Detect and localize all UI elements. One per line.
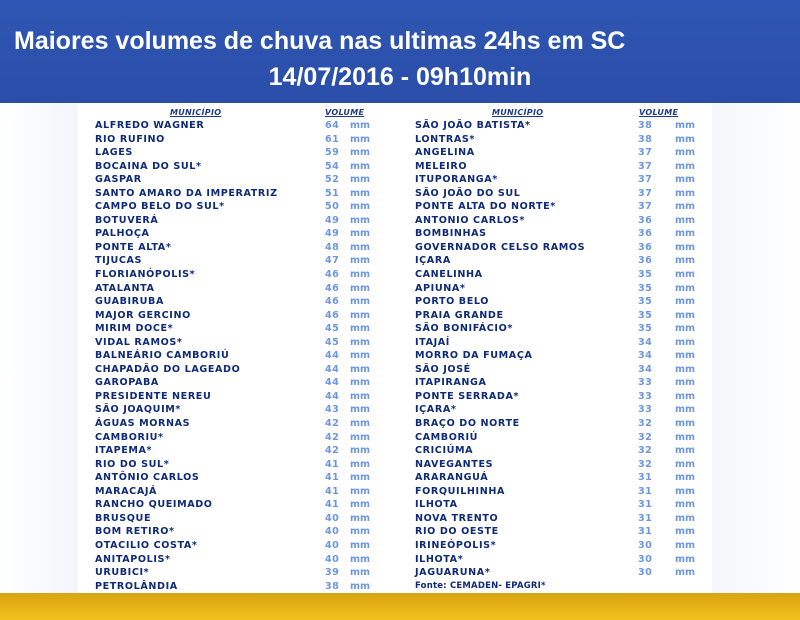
volume-value: 37 [638,201,653,213]
table-row [95,431,395,445]
volume-value: 35 [638,282,653,294]
table-row [95,444,395,458]
volume-unit: mm [350,458,370,470]
municipio-name: TIJUCAS [95,255,143,267]
volume-value: 33 [638,377,653,389]
source-row [415,580,707,594]
volume-unit: mm [675,512,695,524]
table-row [415,444,707,458]
volume-value: 40 [325,553,340,565]
table-column-right [415,108,707,593]
municipio-name: OTACILIO COSTA* [95,539,198,551]
volume-value: 37 [638,147,653,159]
volume-unit: mm [675,458,695,470]
municipio-name: BOMBINHAS [415,228,487,240]
volume-value: 35 [638,309,653,321]
table-row [95,525,395,539]
municipio-name: URUBICI* [95,567,150,579]
volume-value: 35 [638,296,653,308]
volume-unit: mm [675,255,695,267]
municipio-name: PALHOÇA [95,228,150,240]
table-row [95,200,395,214]
volume-unit: mm [350,350,370,362]
volume-value: 40 [325,512,340,524]
table-row [415,309,707,323]
volume-unit: mm [350,336,370,348]
table-row [415,295,707,309]
volume-value: 44 [325,390,340,402]
volume-unit: mm [675,553,695,565]
municipio-name: RIO DO SUL* [95,458,170,470]
municipio-name: CAMBORIU* [95,431,164,443]
volume-value: 38 [638,120,653,131]
volume-unit: mm [350,160,370,172]
volume-value: 49 [325,214,340,226]
volume-value: 31 [638,512,653,524]
volume-value: 42 [325,418,340,430]
volume-unit: mm [675,418,695,430]
table-row [415,431,707,445]
table-row [95,241,395,255]
table-row [415,498,707,512]
municipio-name: ANTÔNIO CARLOS [95,472,200,484]
volume-value: 42 [325,445,340,457]
municipio-name: GAROPABA [95,377,159,389]
volume-unit: mm [350,296,370,308]
volume-unit: mm [675,282,695,294]
municipio-name: ITUPORANGA* [415,174,498,186]
volume-unit: mm [350,269,370,281]
table-row [415,376,707,390]
volume-unit: mm [350,580,370,592]
table-row [95,295,395,309]
municipio-name: GASPAR [95,174,142,186]
municipio-name: CAMBORIÚ [415,431,479,443]
volume-value: 49 [325,228,340,240]
volume-value: 40 [325,526,340,538]
table-row [415,417,707,431]
table-row [95,403,395,417]
volume-unit: mm [350,363,370,375]
table-row [415,471,707,485]
table-row [415,458,707,472]
volume-value: 30 [638,539,653,551]
municipio-name: RIO DO OESTE [415,526,499,538]
municipio-name: IÇARA* [415,404,457,416]
volume-unit: mm [350,133,370,145]
table-row [95,187,395,201]
table-row [95,160,395,174]
municipio-name: JAGUARUNA* [415,567,491,579]
volume-value: 50 [325,201,340,213]
municipio-name: MAJOR GERCINO [95,309,191,321]
volume-unit: mm [350,431,370,443]
table-row [95,458,395,472]
table-row [415,173,707,187]
volume-unit: mm [675,526,695,538]
table-row [95,580,395,594]
municipio-name: PONTE ALTA DO NORTE* [415,201,556,213]
municipio-name: MORRO DA FUMAÇA [415,350,533,362]
municipio-name: BOTUVERÁ [95,214,159,226]
volume-unit: mm [350,404,370,416]
volume-unit: mm [675,201,695,213]
volume-value: 32 [638,431,653,443]
volume-value: 52 [325,174,340,186]
volume-unit: mm [675,174,695,186]
municipio-name: ARARANGUÁ [415,472,489,484]
volume-value: 44 [325,377,340,389]
municipio-name: ITAPIRANGA [415,377,487,389]
volume-unit: mm [350,120,370,131]
table-row [415,390,707,404]
municipio-name: NAVEGANTES [415,458,494,470]
table-row [95,471,395,485]
volume-unit: mm [350,377,370,389]
volume-value: 36 [638,241,653,253]
table-row [95,553,395,567]
municipio-name: ILHOTA* [415,553,464,565]
volume-unit: mm [350,418,370,430]
footer-bar [0,593,800,620]
volume-value: 45 [325,336,340,348]
volume-value: 34 [638,336,653,348]
table-row [415,553,707,567]
municipio-name: ÁGUAS MORNAS [95,418,191,430]
municipio-name: APIUNA* [415,282,466,294]
volume-unit: mm [350,499,370,511]
municipio-name: PETROLÂNDIA [95,580,178,592]
volume-value: 41 [325,485,340,497]
municipio-name: ALFREDO WAGNER [95,120,205,131]
header-municipio: MUNICÍPIO [492,108,544,117]
table-row [415,160,707,174]
volume-value: 37 [638,160,653,172]
municipio-name: GUABIRUBA [95,296,164,308]
volume-unit: mm [675,228,695,240]
table-row [415,119,707,133]
table-row [415,336,707,350]
municipio-name: ATALANTA [95,282,155,294]
municipio-name: PORTO BELO [415,296,489,308]
volume-unit: mm [675,377,695,389]
volume-unit: mm [675,323,695,335]
table-row [95,119,395,133]
volume-unit: mm [675,120,695,131]
volume-unit: mm [350,512,370,524]
volume-unit: mm [675,431,695,443]
rainfall-table [90,103,707,593]
volume-value: 36 [638,214,653,226]
volume-unit: mm [350,187,370,199]
volume-unit: mm [350,445,370,457]
table-row [95,254,395,268]
municipio-name: SÃO BONIFÁCIO* [415,323,513,335]
municipio-name: GOVERNADOR CELSO RAMOS [415,241,586,253]
volume-value: 46 [325,309,340,321]
volume-unit: mm [675,241,695,253]
volume-value: 41 [325,458,340,470]
municipio-name: SÃO JOAQUIM* [95,404,182,416]
volume-value: 33 [638,390,653,402]
volume-value: 33 [638,404,653,416]
table-row [95,512,395,526]
volume-value: 59 [325,147,340,159]
volume-value: 31 [638,472,653,484]
volume-value: 41 [325,499,340,511]
table-row [95,282,395,296]
page-title: Maiores volumes de chuva nas ultimas 24hs em SC [14,27,626,55]
volume-unit: mm [675,187,695,199]
volume-unit: mm [675,160,695,172]
municipio-name: MELEIRO [415,160,468,172]
volume-unit: mm [350,539,370,551]
municipio-name: LONTRAS* [415,133,476,145]
municipio-name: RANCHO QUEIMADO [95,499,213,511]
municipio-name: IÇARA [415,255,451,267]
volume-value: 31 [638,499,653,511]
volume-unit: mm [675,499,695,511]
volume-value: 35 [638,269,653,281]
volume-unit: mm [350,255,370,267]
table-row [95,349,395,363]
table-row [415,187,707,201]
municipio-name: PRESIDENTE NEREU [95,390,212,402]
table-row [95,214,395,228]
municipio-name: CAMPO BELO DO SUL* [95,201,225,213]
volume-value: 34 [638,363,653,375]
table-row [415,349,707,363]
header-volume: VOLUME [639,108,679,117]
volume-value: 35 [638,323,653,335]
municipio-name: CRICIÚMA [415,445,474,457]
volume-unit: mm [350,485,370,497]
volume-unit: mm [675,214,695,226]
volume-value: 51 [325,187,340,199]
volume-value: 32 [638,458,653,470]
municipio-name: ITAJAÍ [415,336,450,348]
volume-unit: mm [350,323,370,335]
table-row [95,363,395,377]
volume-value: 31 [638,526,653,538]
table-row [95,566,395,580]
volume-unit: mm [675,350,695,362]
volume-value: 46 [325,282,340,294]
volume-value: 32 [638,445,653,457]
table-row [95,498,395,512]
volume-unit: mm [675,133,695,145]
table-row [415,268,707,282]
volume-unit: mm [675,309,695,321]
table-column-left [95,108,395,593]
volume-unit: mm [350,526,370,538]
table-row [95,417,395,431]
table-row [95,322,395,336]
municipio-name: BOCAINA DO SUL* [95,160,202,172]
volume-unit: mm [675,404,695,416]
municipio-name: FORQUILHINHA [415,485,506,497]
volume-value: 45 [325,323,340,335]
volume-unit: mm [675,472,695,484]
table-row [95,309,395,323]
header-volume: VOLUME [325,108,365,117]
volume-unit: mm [675,567,695,579]
table-row [95,268,395,282]
volume-value: 61 [325,133,340,145]
table-row [415,566,707,580]
volume-value: 44 [325,363,340,375]
volume-value: 40 [325,539,340,551]
right-margin-strip [712,103,800,593]
volume-unit: mm [350,201,370,213]
volume-value: 34 [638,350,653,362]
volume-value: 44 [325,350,340,362]
volume-value: 43 [325,404,340,416]
volume-value: 64 [325,120,340,131]
volume-value: 31 [638,485,653,497]
municipio-name: CANELINHA [415,269,483,281]
municipio-name: ANGELINA [415,147,475,159]
volume-unit: mm [675,445,695,457]
municipio-name: MIRIM DOCE* [95,323,174,335]
header-municipio: MUNICÍPIO [170,108,222,117]
volume-unit: mm [350,472,370,484]
municipio-name: FLORIANÓPOLIS* [95,269,196,281]
volume-unit: mm [675,539,695,551]
municipio-name: SÃO JOÃO BATISTA* [415,120,531,131]
volume-unit: mm [350,390,370,402]
municipio-name: RIO RUFINO [95,133,165,145]
table-row [415,146,707,160]
table-header-left [95,108,395,119]
municipio-name: PONTE SERRADA* [415,390,520,402]
municipio-name: VIDAL RAMOS* [95,336,183,348]
volume-value: 54 [325,160,340,172]
municipio-name: BOM RETIRO* [95,526,175,538]
table-row [95,539,395,553]
volume-unit: mm [675,363,695,375]
table-row [95,376,395,390]
volume-value: 46 [325,269,340,281]
municipio-name: ANTONIO CARLOS* [415,214,525,226]
table-row [95,146,395,160]
volume-value: 36 [638,228,653,240]
table-row [415,282,707,296]
municipio-name: LAGES [95,147,133,159]
municipio-name: CHAPADÃO DO LAGEADO [95,363,241,375]
table-row [415,539,707,553]
table-row [415,363,707,377]
volume-value: 38 [638,133,653,145]
volume-unit: mm [675,269,695,281]
volume-value: 32 [638,418,653,430]
table-row [415,241,707,255]
volume-unit: mm [350,147,370,159]
municipio-name: ANITAPOLIS* [95,553,171,565]
municipio-name: ITAPEMA* [95,445,153,457]
volume-unit: mm [350,309,370,321]
municipio-name: PONTE ALTA* [95,241,172,253]
municipio-name: BRAÇO DO NORTE [415,418,520,430]
municipio-name: SÃO JOSÉ [415,363,471,375]
volume-unit: mm [675,296,695,308]
volume-value: 30 [638,567,653,579]
volume-value: 48 [325,241,340,253]
volume-unit: mm [675,485,695,497]
table-row [415,227,707,241]
table-row [95,227,395,241]
municipio-name: MARACAJÁ [95,485,158,497]
volume-unit: mm [675,390,695,402]
volume-unit: mm [350,241,370,253]
volume-value: 30 [638,553,653,565]
volume-unit: mm [350,567,370,579]
municipio-name: BRUSQUE [95,512,152,524]
table-row [415,200,707,214]
volume-unit: mm [350,282,370,294]
municipio-name: IRINEÓPOLIS* [415,539,497,551]
table-row [95,390,395,404]
volume-value: 36 [638,255,653,267]
volume-value: 42 [325,431,340,443]
volume-unit: mm [675,147,695,159]
table-row [415,403,707,417]
table-row [415,214,707,228]
table-row [415,525,707,539]
volume-value: 41 [325,472,340,484]
volume-value: 37 [638,174,653,186]
table-row [415,485,707,499]
municipio-name: SÃO JOÃO DO SUL [415,187,521,199]
volume-unit: mm [350,174,370,186]
municipio-name: NOVA TRENTO [415,512,499,524]
table-header-right [415,108,707,119]
left-margin-strip [0,103,78,593]
page-subtitle: 14/07/2016 - 09h10min [268,63,532,91]
table-row [95,173,395,187]
table-row [95,485,395,499]
volume-unit: mm [350,553,370,565]
volume-unit: mm [350,214,370,226]
volume-value: 39 [325,567,340,579]
municipio-name: BALNEÁRIO CAMBORIÚ [95,350,230,362]
table-row [415,512,707,526]
table-row [415,254,707,268]
municipio-name: SANTO AMARO DA IMPERATRIZ [95,187,278,199]
volume-value: 38 [325,580,340,592]
volume-unit: mm [350,228,370,240]
table-row [415,133,707,147]
volume-value: 46 [325,296,340,308]
volume-unit: mm [675,336,695,348]
volume-value: 47 [325,255,340,267]
source-note: Fonte: CEMADEN- EPAGRI* [415,580,546,591]
municipio-name: ILHOTA [415,499,458,511]
table-row [95,336,395,350]
table-row [415,322,707,336]
table-row [95,133,395,147]
volume-value: 37 [638,187,653,199]
municipio-name: PRAIA GRANDE [415,309,504,321]
